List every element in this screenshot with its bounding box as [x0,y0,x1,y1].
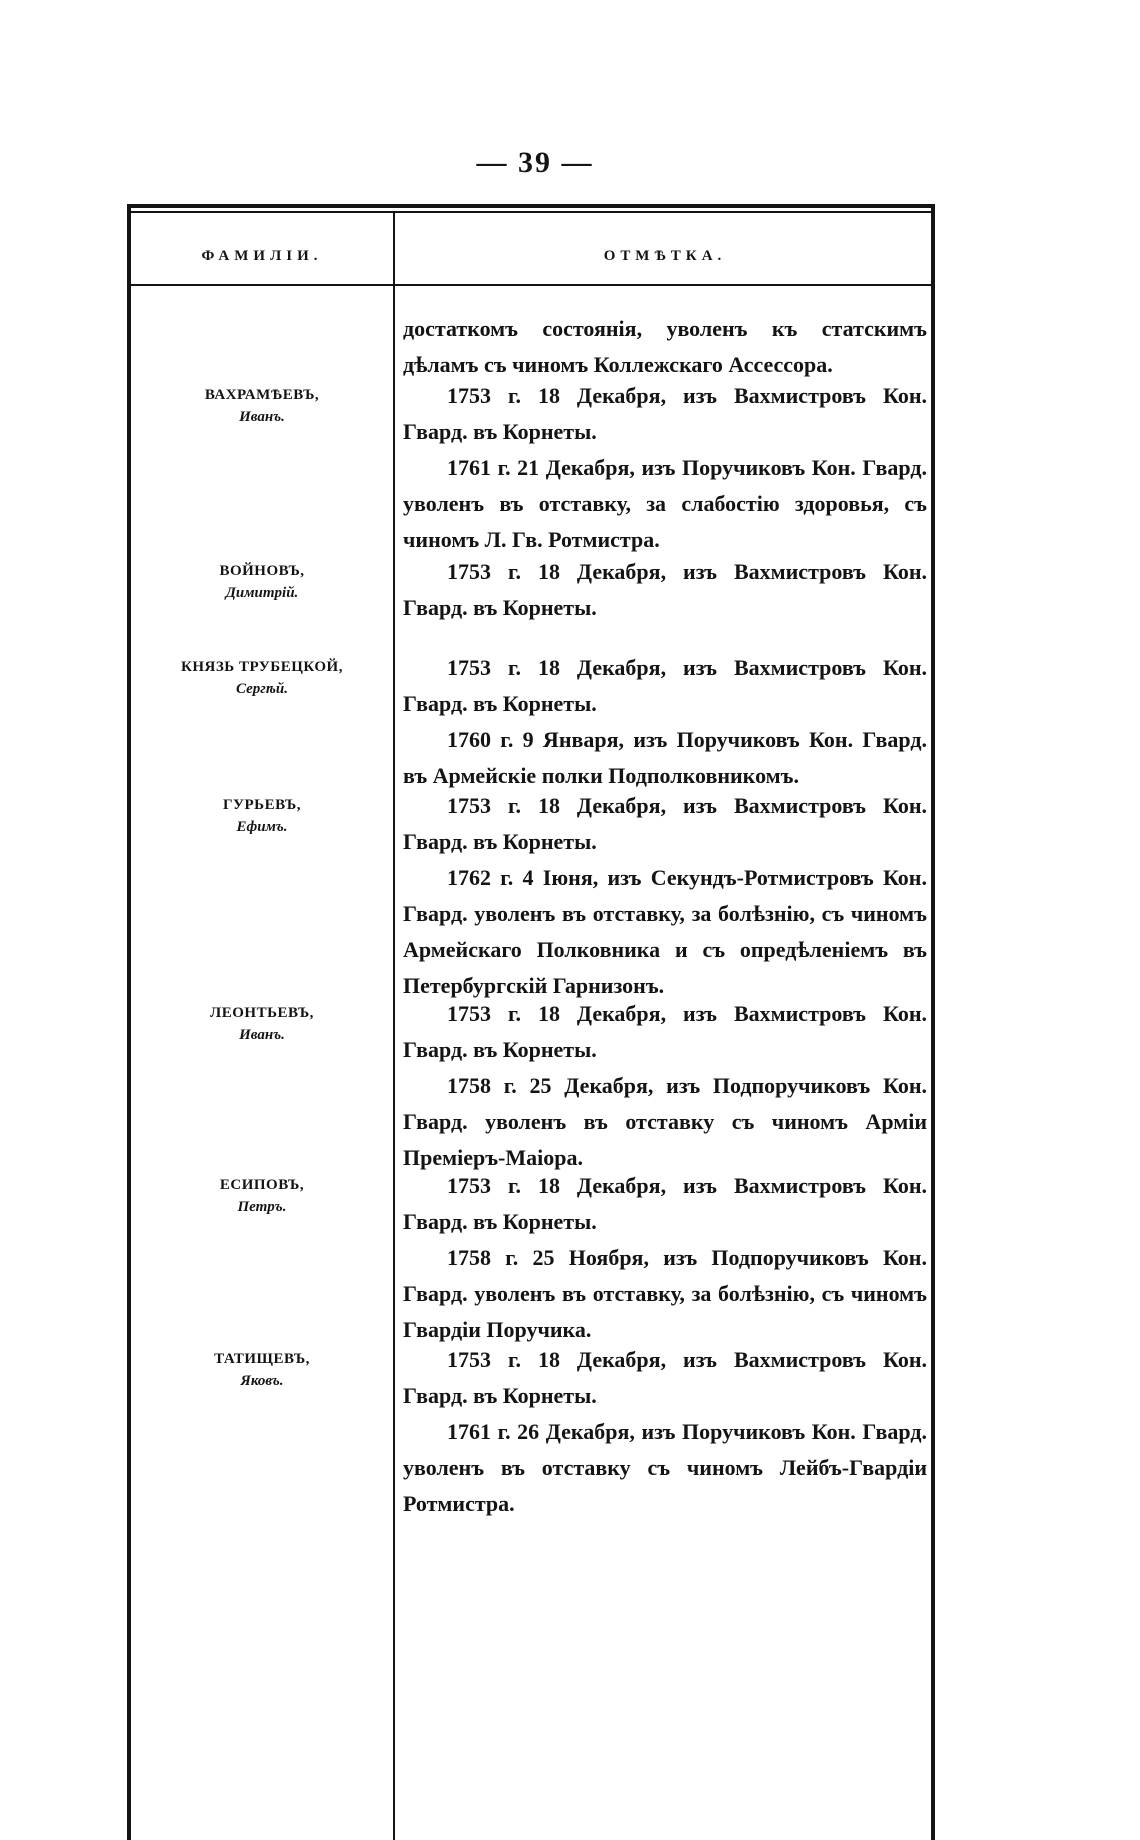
notes-cell [403,1168,927,1348]
given-name: Ефимъ. [236,819,288,835]
note-paragraph: 1753 г. 18 Декабря, изъ Вахмистровъ Кон. Гвард. въ Корнеты. [403,1001,927,1062]
note-paragraph: 1761 г. 21 Декабря, изъ Поручиковъ Кон. Гвард. уволенъ въ отставку, за слабостію здоровья, съ чиномъ Л. Гв. Ротмистра. [403,455,927,552]
table-top-rule [127,204,935,208]
surname: ТАТИЩЕВЪ, [214,1351,310,1367]
note-paragraph: 1753 г. 18 Декабря, изъ Вахмистровъ Кон. Гвард. въ Корнеты. [403,559,927,620]
table-header-rule [131,284,931,286]
table-top-rule-thin [127,211,935,213]
note-paragraph: 1753 г. 18 Декабря, изъ Вахмистровъ Кон. Гвард. въ Корнеты. [403,1173,927,1234]
surname: КНЯЗЬ ТРУБЕЦКОЙ, [181,659,343,675]
surname: ГУРЬЕВЪ, [222,797,302,813]
surname: ВОЙНОВЪ, [219,563,305,579]
surname: ЕСИПОВЪ, [219,1177,305,1193]
page-number: — 39 — [476,146,594,179]
name-cell [131,656,393,700]
continuation-text: достаткомъ состоянія, уволенъ къ статскимъ дѣламъ съ чиномъ Коллежскаго Ассессора. [403,316,927,377]
given-name: Димитрій. [225,585,299,601]
officer-table [127,208,935,1840]
name-cell [131,1348,393,1392]
note-paragraph: 1758 г. 25 Декабря, изъ Подпоручиковъ Кон. Гвард. уволенъ въ отставку съ чиномъ Арміи Преміеръ-Маіора. [403,1073,927,1170]
continuation-note [403,311,927,383]
header-notes: ОТМѢТКА. [603,248,727,264]
note-paragraph: 1761 г. 26 Декабря, изъ Поручиковъ Кон. Гвард. уволенъ въ отставку съ чиномъ Лейбъ-Гвардіи Ротмистра. [403,1419,927,1516]
note-paragraph: 1753 г. 18 Декабря, изъ Вахмистровъ Кон. Гвард. въ Корнеты. [403,793,927,854]
given-name: Петръ. [237,1199,287,1215]
given-name: Сергѣй. [236,681,288,697]
notes-cell [403,378,927,558]
notes-cell [403,1342,927,1522]
note-paragraph: 1753 г. 18 Декабря, изъ Вахмистровъ Кон. Гвард. въ Корнеты. [403,655,927,716]
notes-cell [403,788,927,1004]
note-paragraph: 1753 г. 18 Декабря, изъ Вахмистровъ Кон. Гвард. въ Корнеты. [403,1347,927,1408]
note-paragraph: 1760 г. 9 Января, изъ Поручиковъ Кон. Гвард. въ Армейскіе полки Подполковникомъ. [403,727,927,788]
name-cell [131,1174,393,1218]
name-cell [131,560,393,604]
name-cell [131,384,393,428]
given-name: Иванъ. [239,409,285,425]
note-paragraph: 1758 г. 25 Ноября, изъ Подпоручиковъ Кон. Гвард. уволенъ въ отставку, за болѣзнію, съ чиномъ Гвардіи Поручика. [403,1245,927,1342]
surname: ЛЕОНТЬЕВЪ, [210,1005,314,1021]
name-cell [131,794,393,838]
notes-cell [403,996,927,1176]
column-divider [393,213,395,1840]
notes-cell [403,650,927,794]
given-name: Иванъ. [239,1027,285,1043]
given-name: Яковъ. [240,1373,284,1389]
notes-cell [403,554,927,626]
header-names: ФАМИЛІИ. [201,248,323,264]
surname: ВАХРАМѢЕВЪ, [204,387,320,403]
name-cell [131,1002,393,1046]
note-paragraph: 1753 г. 18 Декабря, изъ Вахмистровъ Кон. Гвард. въ Корнеты. [403,383,927,444]
note-paragraph: 1762 г. 4 Іюня, изъ Секундъ-Ротмистровъ Кон. Гвард. уволенъ въ отставку, за болѣзнію, съ чиномъ Армейскаго Полковника и съ опредѣленіемъ въ Петербургскій Гарнизонъ. [403,865,927,998]
